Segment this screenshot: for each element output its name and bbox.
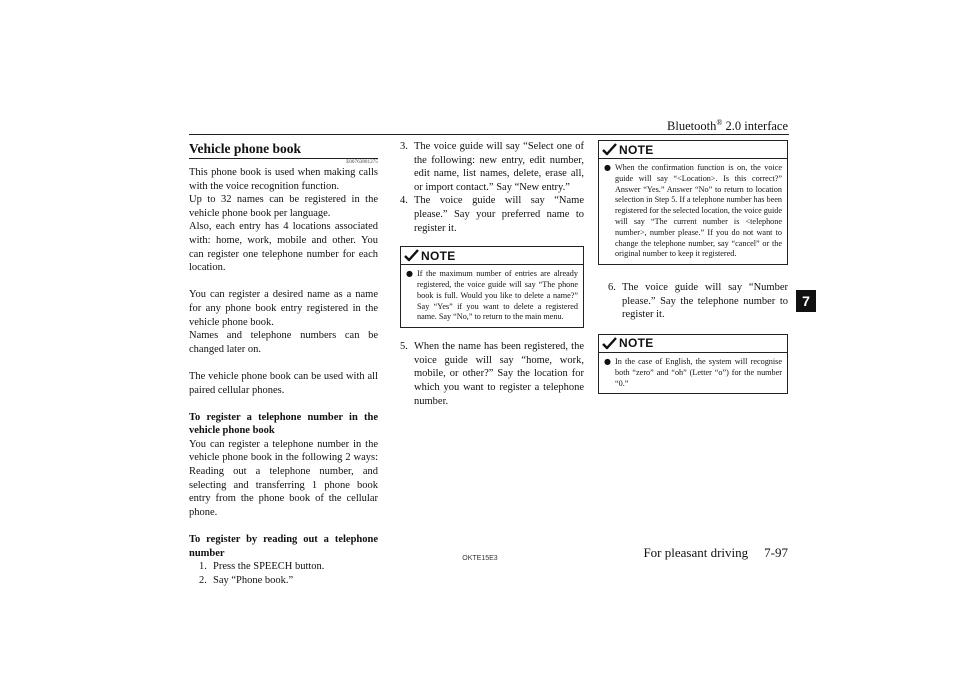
step-text: The voice guide will say “Name please.” Say your preferred name to register it. [414,195,584,234]
list-item [199,574,378,588]
step-text: Say “Phone book.” [213,574,294,586]
paragraph: This phone book is used when making calls with the voice recognition function. [189,167,378,192]
step-number: 1. [199,561,207,573]
paragraph: Up to 32 names can be registered in the vehicle phone book per language. [189,194,378,219]
note-check-icon [602,337,617,350]
step-text: When the name has been registered, the voice guide will say “home, work, mobile, or other?” Say the location for which you want to register a telephone number. [414,341,584,407]
header-title: Bluetooth [667,119,717,134]
document-code: OKTE15E3 [462,555,498,562]
column-3 [598,140,788,394]
note-box [598,140,788,265]
subheading: To register a telephone number in the vehicle phone book [189,411,378,437]
header-divider [189,134,789,135]
note-label: NOTE [619,142,654,157]
bullet-icon: ● [604,356,611,366]
note-check-icon [404,249,419,262]
step-list [189,560,378,587]
note-text: In the case of English, the system will recognise both “zero” and “oh” (Letter “o”) for the number “0.” [615,356,782,388]
step-text: The voice guide will say “Number please.” Say the telephone number to register it. [622,282,788,321]
note-header [599,141,787,159]
paragraph: The vehicle phone book can be used with all paired cellular phones. [189,370,378,396]
registered-mark: ® [716,118,723,127]
note-body [401,265,583,327]
footer-section: For pleasant driving [643,545,749,560]
list-item [598,281,788,322]
list-item [199,560,378,574]
chapter-tab: 7 [796,290,816,312]
page-footer [612,545,788,561]
bullet-icon: ● [406,269,413,279]
note-body [599,159,787,264]
note-box [400,246,584,328]
note-text: If the maximum number of entries are already registered, the voice guide will say “The phone book is full. Would you like to delete a name?” Say “Yes” if you want to delete a registered name. Say “No,” to return to the main menu. [417,269,578,322]
step-number: 4. [400,195,408,207]
step-number: 6. [608,282,616,294]
list-item [400,194,584,235]
paragraph: Names and telephone numbers can be changed later on. [189,330,378,355]
note-label: NOTE [619,336,654,351]
page-number: 7-97 [764,545,788,560]
note-check-icon [602,143,617,156]
step-text: The voice guide will say “Select one of the following: new entry, edit number, edit name, list names, delete, erase all, or import contact.” Say “New entry.” [414,141,584,193]
paragraph: You can register a desired name as a name for any phone book entry registered in the vehicle phone book. [189,289,378,328]
step-number: 5. [400,341,408,353]
note-header [599,335,787,353]
subheading: To register by reading out a telephone number [189,534,378,559]
header-title-suffix: 2.0 interface [722,119,788,134]
page-header [612,118,788,134]
column-2 [400,140,584,408]
note-box [598,334,788,394]
section-title: Vehicle phone book [189,141,302,156]
note-text: When the confirmation function is on, the voice guide will say “<Location>. Is this correct?” Answer “Yes.” Answer “No” to return to location selection in Step 5. If a telephone number has been registered for the selected location, the voice guide will say “The current number is <telephone number>, number please.” If you do not want to change the telephone number, say “cancel” or the original number to keep it registered. [615,163,782,259]
step-text: Press the SPEECH button. [213,561,325,573]
list-item [400,140,584,194]
bullet-icon: ● [604,163,611,172]
step-number: 3. [400,141,408,152]
paragraph: You can register a telephone number in the vehicle phone book in the following 2 ways: Reading out a telephone number, and selecting and transferring 1 phone book entry from the phone book of the cellular phone. [189,438,378,518]
list-item [400,340,584,408]
section-code: E00763801275 [346,160,378,165]
note-header [401,247,583,265]
column-1 [189,140,378,587]
note-body [599,353,787,393]
step-number: 2. [199,574,207,586]
note-label: NOTE [421,248,456,263]
paragraph: Also, each entry has 4 locations associated with: home, work, mobile and other. You can register one telephone number for each location. [189,221,378,274]
